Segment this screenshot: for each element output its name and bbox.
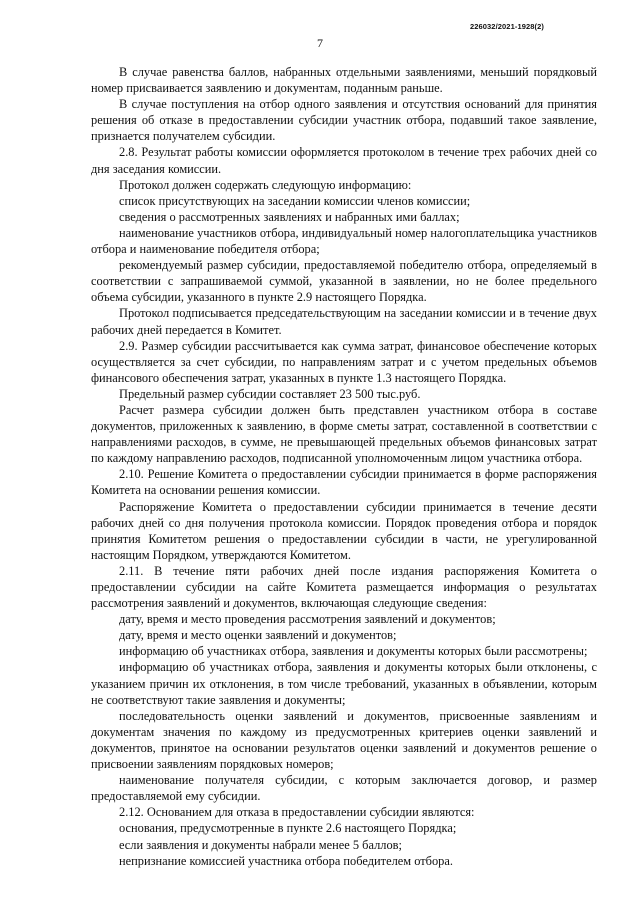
paragraph: Расчет размера субсидии должен быть представлен участником отбора в составе документов, приложенных к заявлению, в форме сметы затрат, составленной в соответствии с направлениями расходов, в сумме, не превышающей предельных объемов финансовых затрат по каждому направлению расходов, подписанной уполномоченным лицом участника отбора. bbox=[91, 402, 597, 466]
list-item: рекомендуемый размер субсидии, предоставляемой победителю отбора, определяемый в соответствии с запрашиваемой суммой, указанной в заявлении, но не более предельного объема субсидии, указанного в пункте 2.9 настоящего Порядка. bbox=[91, 258, 597, 305]
paragraph: Протокол должен содержать следующую информацию: bbox=[119, 177, 412, 192]
list-item: сведения о рассмотренных заявлениях и набранных ими баллах; bbox=[119, 209, 460, 224]
paragraph: В случае поступления на отбор одного заявления и отсутствия оснований для принятия решения об отказе в предоставлении субсидии участник отбора, подавший такое заявление, признается получателем субсидии. bbox=[91, 97, 597, 144]
page-number: 7 bbox=[317, 36, 323, 50]
document-body bbox=[91, 64, 597, 869]
list-item: информацию об участниках отбора, заявления и документы которых были рассмотрены; bbox=[119, 644, 588, 659]
list-item: основания, предусмотренные в пункте 2.6 настоящего Порядка; bbox=[119, 821, 457, 836]
paragraph-section-2-9: 2.9. Размер субсидии рассчитывается как сумма затрат, финансовое обеспечение которых осуществляется за счет субсидии, по направлениям затрат и с учетом предельных объемов финансового обеспечения затрат, указанных в пункте 1.3 настоящего Порядка. bbox=[91, 338, 597, 385]
list-item: дату, время и место оценки заявлений и документов; bbox=[119, 628, 397, 643]
list-item: если заявления и документы набрали менее 5 баллов; bbox=[119, 837, 402, 852]
list-item: наименование участников отбора, индивидуальный номер налогоплательщика участников отбора и наименование победителя отбора; bbox=[91, 225, 597, 257]
paragraph: Протокол подписывается председательствующим на заседании комиссии и в течение двух рабочих дней передается в Комитет. bbox=[91, 306, 597, 337]
paragraph: Предельный размер субсидии составляет 23 500 тыс.руб. bbox=[119, 386, 421, 401]
list-item: дату, время и место проведения рассмотрения заявлений и документов; bbox=[119, 612, 496, 627]
paragraph-section-2-8: 2.8. Результат работы комиссии оформляется протоколом в течение трех рабочих дней со дня заседания комиссии. bbox=[91, 145, 597, 176]
document-registration-number: 226032/2021-1928(2) bbox=[469, 22, 544, 31]
list-item: информацию об участниках отбора, заявления и документы которых были отклонены, с указанием причин их отклонения, в том числе требований, указанных в объявлении, которым не соответствуют такие заявления и документы; bbox=[91, 660, 597, 707]
paragraph: Распоряжение Комитета о предоставлении субсидии принимается в течение десяти рабочих дней со дня получения протокола комиссии. Порядок проведения отбора и порядок принятия Комитетом решения о предоставлении субсидии в части, не урегулированной настоящим Порядком, утверждаются Комитетом. bbox=[91, 499, 597, 562]
paragraph-section-2-10: 2.10. Решение Комитета о предоставлении субсидии принимается в форме распоряжения Комитета на основании решения комиссии. bbox=[91, 467, 597, 498]
list-item: непризнание комиссией участника отбора победителем отбора. bbox=[119, 853, 453, 868]
list-item: наименование получателя субсидии, с которым заключается договор, и размер предоставляемой ему субсидии. bbox=[91, 773, 597, 804]
paragraph: В случае равенства баллов, набранных отдельными заявлениями, меньший порядковый номер присваивается заявлению и документам, поданным раньше. bbox=[91, 65, 597, 96]
list-item: последовательность оценки заявлений и документов, присвоенные заявлениям и документам значения по каждому из предусмотренных критериев оценки заявлений и документов, принятое на основании результатов оценки заявлений и документов решение о присвоении заявлениям порядковых номеров; bbox=[91, 708, 597, 772]
paragraph-section-2-11: 2.11. В течение пяти рабочих дней после издания распоряжения Комитета о предоставлении субсидии на сайте Комитета размещается информация о результатах рассмотрения заявлений и документов, включающая следующие сведения: bbox=[91, 563, 597, 611]
paragraph-section-2-12: 2.12. Основанием для отказа в предоставлении субсидии являются: bbox=[119, 805, 475, 820]
list-item: список присутствующих на заседании комиссии членов комиссии; bbox=[119, 193, 471, 208]
